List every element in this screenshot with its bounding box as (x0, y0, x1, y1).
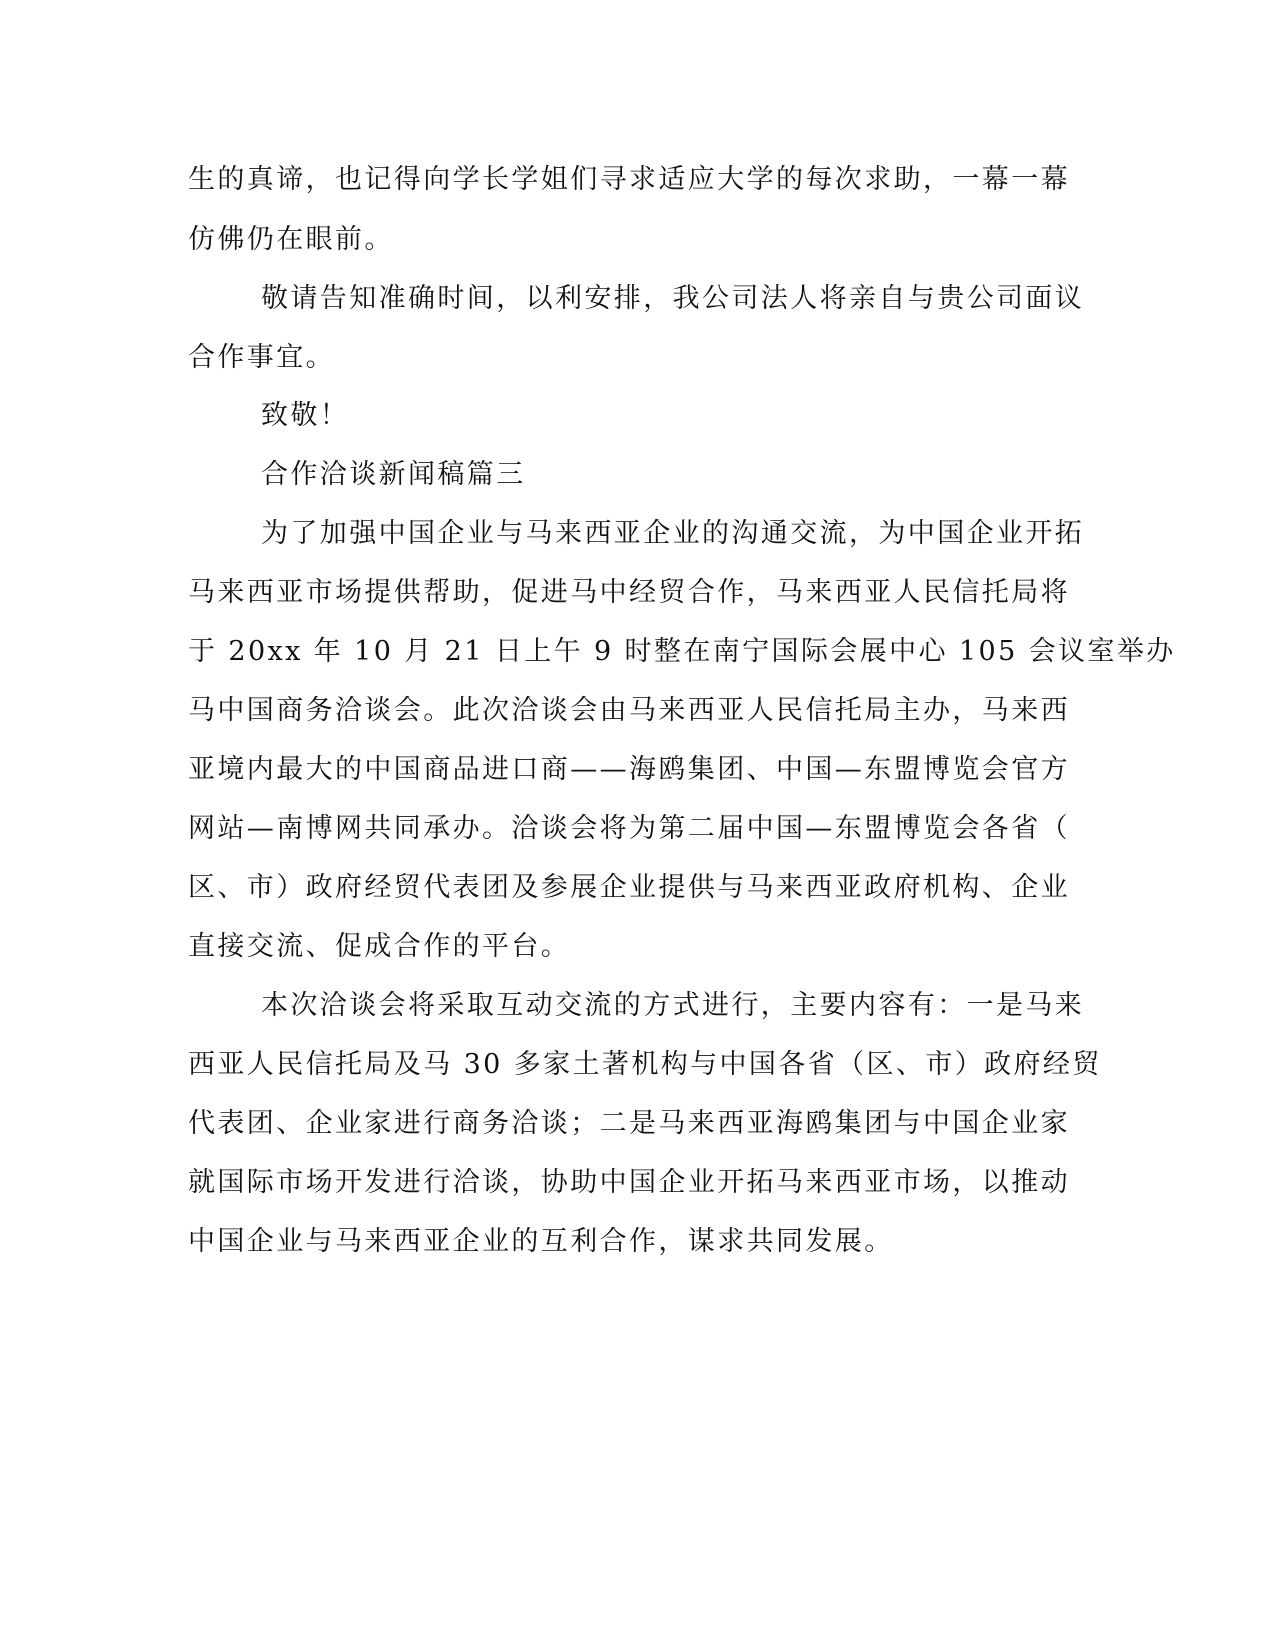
body-text-line: 合作事宜。 (188, 342, 335, 373)
body-text-line: 西亚人民信托局及马 30 多家土著机构与中国各省（区、市）政府经贸 (188, 1049, 1102, 1080)
body-text-line: 生的真谛，也记得向学长学姐们寻求适应大学的每次求助，一幕一幕 (188, 164, 1070, 195)
body-text-line: 本次洽谈会将采取互动交流的方式进行，主要内容有：一是马来 (261, 990, 1085, 1021)
body-text-line: 于 20xx 年 10 月 21 日上午 9 时整在南宁国际会展中心 105 会议室举办 (188, 636, 1176, 667)
body-text-line: 就国际市场开发进行洽谈，协助中国企业开拓马来西亚市场，以推动 (188, 1167, 1070, 1198)
body-text-line: 网站—南博网共同承办。洽谈会将为第二届中国—东盟博览会各省（ (188, 813, 1070, 844)
body-text-line: 为了加强中国企业与马来西亚企业的沟通交流，为中国企业开拓 (261, 518, 1085, 549)
body-text-line: 马中国商务洽谈会。此次洽谈会由马来西亚人民信托局主办，马来西 (188, 695, 1070, 726)
body-text-line: 敬请告知准确时间，以利安排，我公司法人将亲自与贵公司面议 (261, 283, 1085, 314)
body-text-line: 代表团、企业家进行商务洽谈；二是马来西亚海鸥集团与中国企业家 (188, 1108, 1070, 1139)
body-text-line: 中国企业与马来西亚企业的互利合作，谋求共同发展。 (188, 1226, 894, 1257)
body-text-line: 亚境内最大的中国商品进口商——海鸥集团、中国—东盟博览会官方 (188, 754, 1070, 785)
body-text-line: 马来西亚市场提供帮助，促进马中经贸合作，马来西亚人民信托局将 (188, 577, 1070, 608)
body-text-line: 仿佛仍在眼前。 (188, 224, 394, 255)
body-text-line: 直接交流、促成合作的平台。 (188, 931, 571, 962)
body-text-line: 区、市）政府经贸代表团及参展企业提供与马来西亚政府机构、企业 (188, 872, 1070, 903)
section-title: 合作洽谈新闻稿篇三 (261, 459, 526, 490)
closing-salutation: 致敬！ (261, 400, 350, 431)
